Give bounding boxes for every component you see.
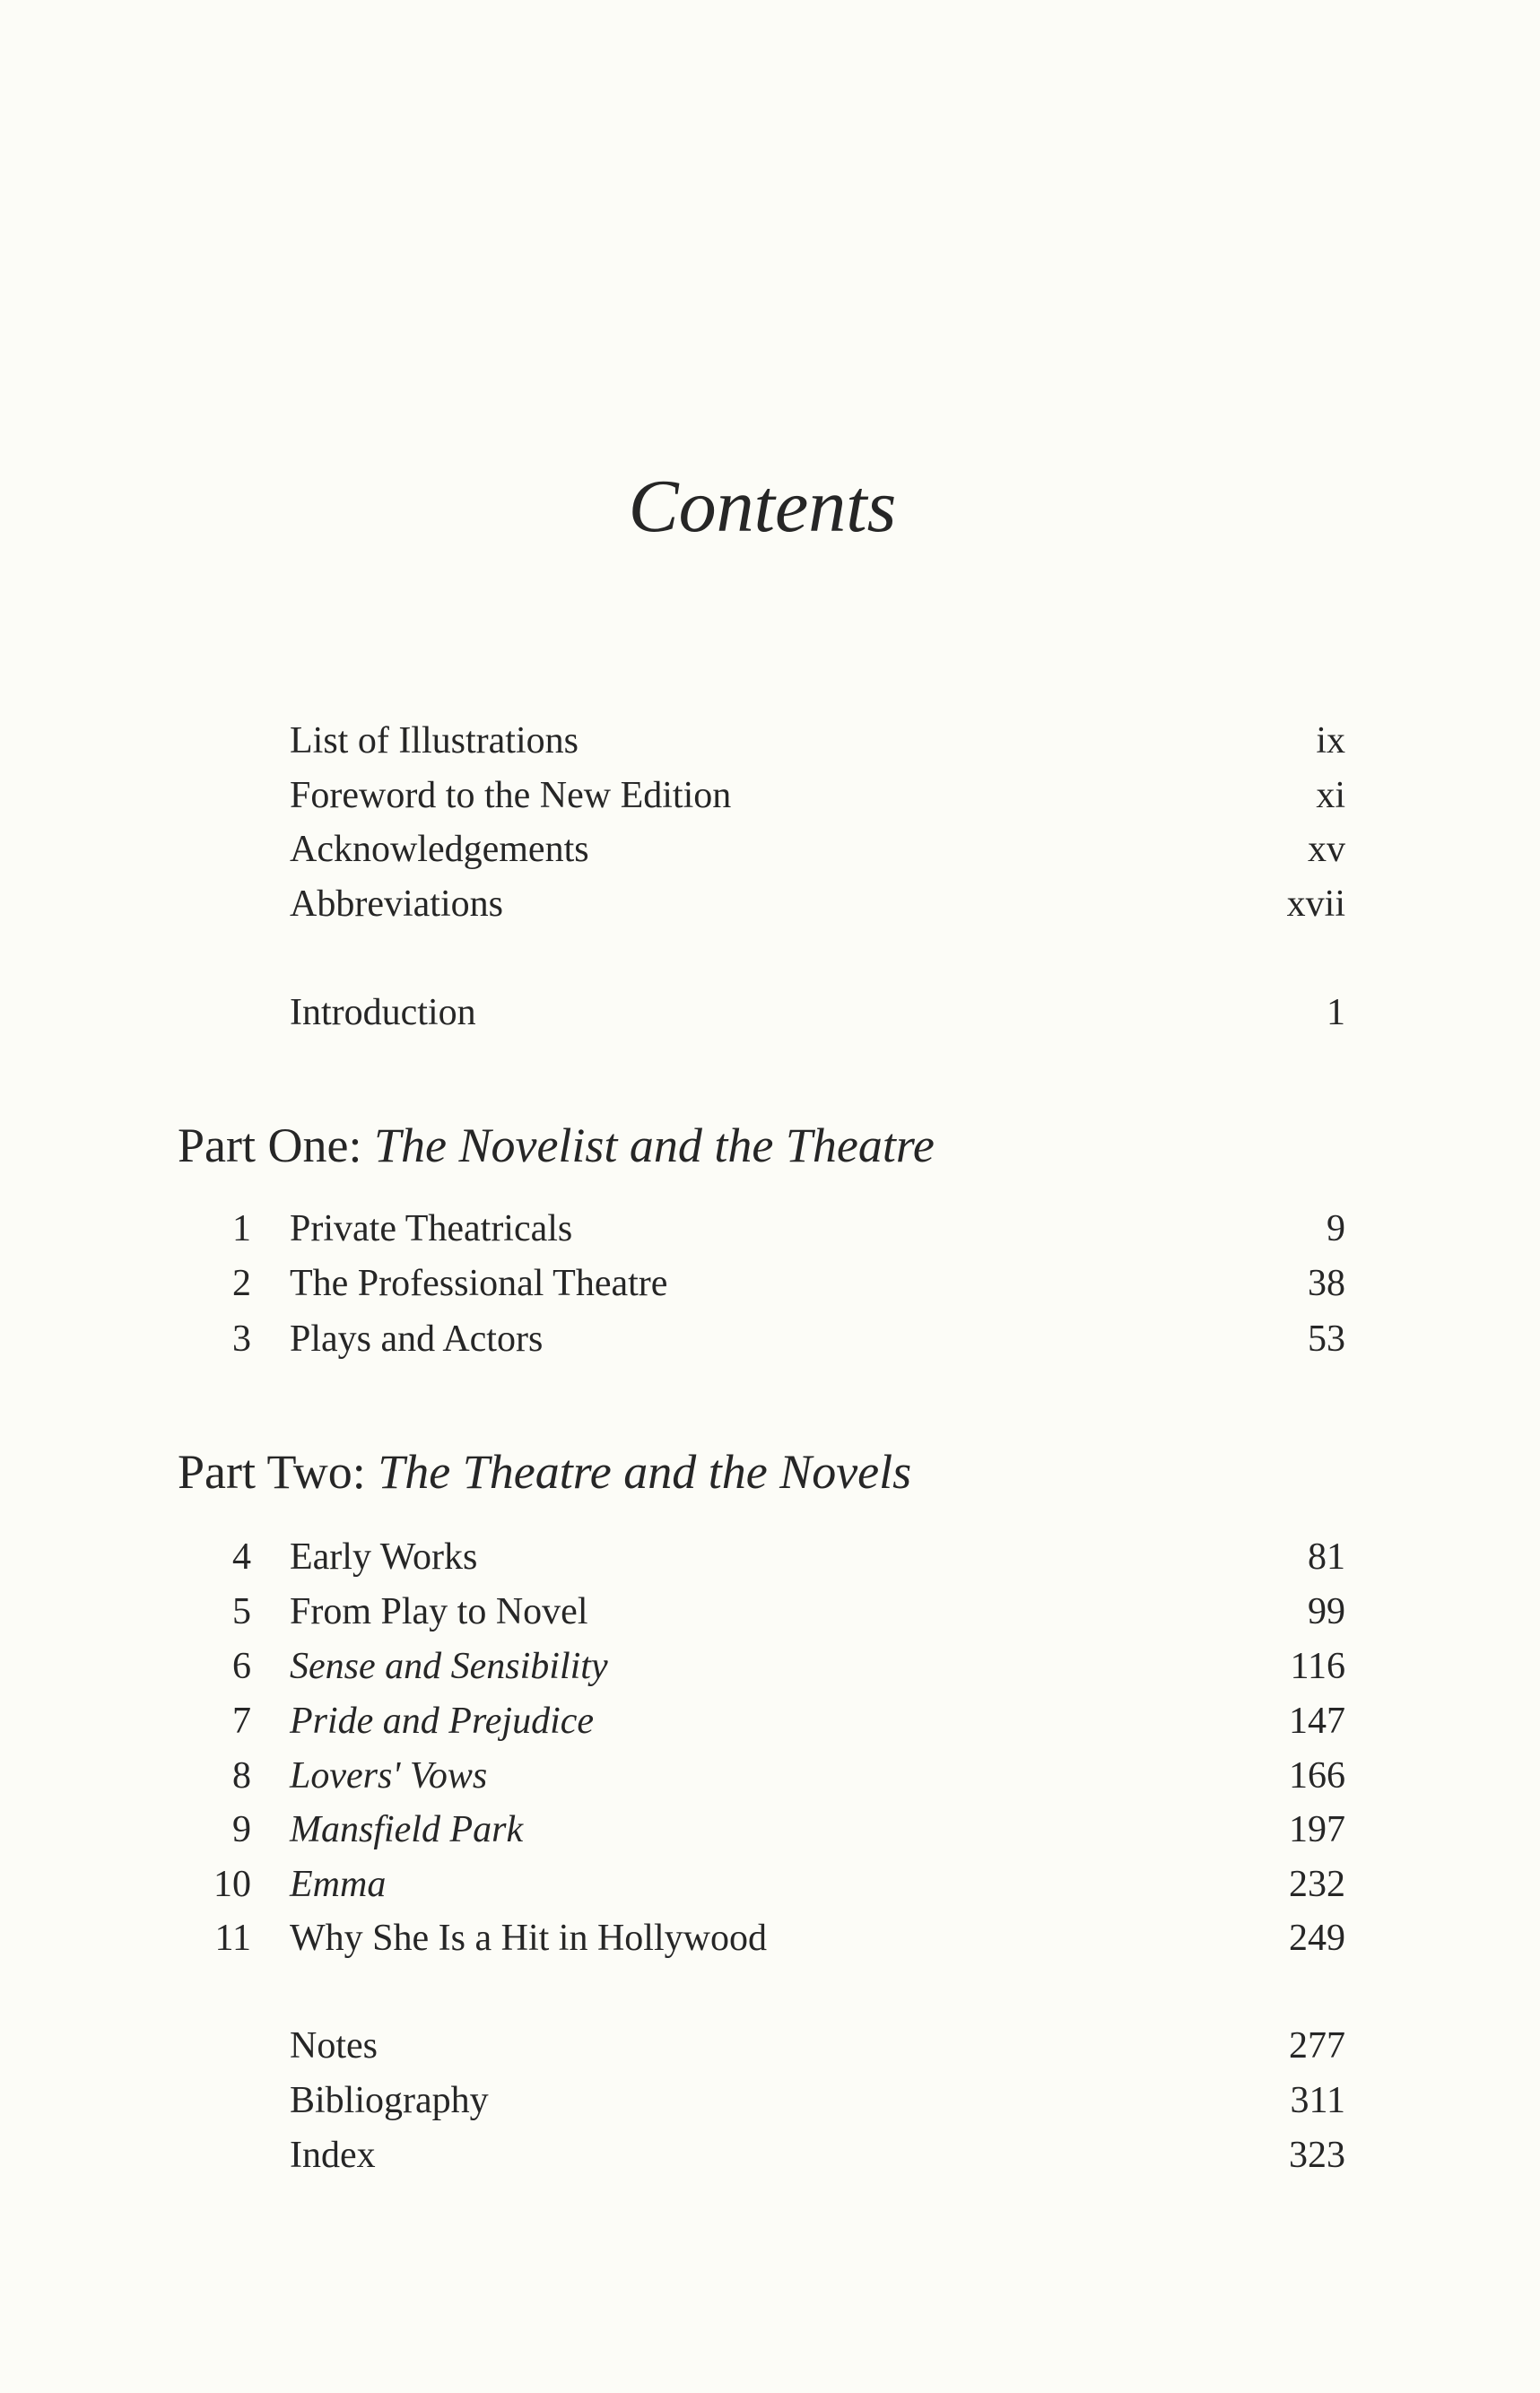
entry-page: 232	[1289, 1864, 1345, 1905]
entry-page: xv	[1308, 829, 1345, 870]
entry-page: xi	[1316, 775, 1345, 816]
entry-page: 116	[1290, 1646, 1345, 1687]
toc-entry-introduction[interactable]	[0, 986, 1540, 1040]
toc-chapter[interactable]	[0, 1911, 1540, 1965]
chapter-number: 11	[214, 1918, 251, 1959]
part-prefix: Part One:	[178, 1118, 362, 1172]
entry-page: xvii	[1286, 883, 1345, 925]
entry-label: Mansfield Park	[290, 1809, 524, 1850]
entry-label: List of Illustrations	[290, 720, 579, 761]
part-title: The Novelist and the Theatre	[373, 1118, 935, 1172]
toc-chapter[interactable]	[0, 1585, 1540, 1639]
entry-page: 197	[1289, 1809, 1345, 1850]
entry-page: ix	[1316, 720, 1345, 761]
toc-entry[interactable]	[0, 2074, 1540, 2128]
entry-page: 277	[1289, 2025, 1345, 2067]
entry-page: 249	[1289, 1918, 1345, 1959]
chapter-number: 8	[232, 1755, 251, 1797]
entry-label: Acknowledgements	[290, 829, 589, 870]
entry-label: From Play to Novel	[290, 1591, 588, 1632]
chapter-number: 4	[232, 1536, 251, 1578]
toc-chapter[interactable]	[0, 1749, 1540, 1803]
entry-label: Emma	[290, 1864, 387, 1905]
entry-page: 311	[1290, 2080, 1345, 2121]
entry-page: 1	[1327, 992, 1345, 1033]
toc-entry[interactable]	[0, 822, 1540, 876]
entry-label: Foreword to the New Edition	[290, 775, 732, 816]
part-heading	[178, 1114, 935, 1177]
entry-label: Private Theatricals	[290, 1208, 573, 1249]
entry-page: 166	[1289, 1755, 1345, 1797]
toc-chapter[interactable]	[0, 1640, 1540, 1693]
chapter-number: 2	[232, 1263, 251, 1304]
chapter-number: 3	[232, 1318, 251, 1360]
entry-page: 99	[1308, 1591, 1345, 1632]
part-heading	[178, 1440, 911, 1503]
entry-label: Abbreviations	[290, 883, 503, 925]
toc-chapter[interactable]	[0, 1858, 1540, 1911]
entry-page: 9	[1327, 1208, 1345, 1249]
toc-entry[interactable]	[0, 714, 1540, 768]
chapter-number: 9	[232, 1809, 251, 1850]
toc-entry[interactable]	[0, 877, 1540, 931]
toc-entry[interactable]	[0, 2128, 1540, 2182]
chapter-number: 7	[232, 1701, 251, 1742]
entry-label: Early Works	[290, 1536, 478, 1578]
part-prefix: Part Two:	[178, 1445, 366, 1499]
entry-label: Sense and Sensibility	[290, 1646, 608, 1687]
toc-chapter[interactable]	[0, 1803, 1540, 1857]
chapter-number: 5	[232, 1591, 251, 1632]
chapter-number: 1	[232, 1208, 251, 1249]
entry-page: 38	[1308, 1263, 1345, 1304]
toc-entry[interactable]	[0, 769, 1540, 822]
entry-page: 81	[1308, 1536, 1345, 1578]
chapter-number: 10	[213, 1864, 251, 1905]
entry-label: The Professional Theatre	[290, 1263, 668, 1304]
toc-entry[interactable]	[0, 2019, 1540, 2073]
toc-chapter[interactable]	[0, 1202, 1540, 1256]
entry-label: Plays and Actors	[290, 1318, 544, 1360]
entry-label: Introduction	[290, 992, 476, 1033]
chapter-number: 6	[232, 1646, 251, 1687]
toc-chapter[interactable]	[0, 1312, 1540, 1366]
page-title: Contents	[628, 465, 897, 548]
part-title: The Theatre and the Novels	[378, 1445, 912, 1499]
toc-chapter[interactable]	[0, 1257, 1540, 1310]
entry-label: Index	[290, 2135, 376, 2176]
entry-label: Pride and Prejudice	[290, 1701, 595, 1742]
toc-chapter[interactable]	[0, 1530, 1540, 1584]
entry-page: 323	[1289, 2135, 1345, 2176]
entry-label: Notes	[290, 2025, 378, 2067]
entry-page: 53	[1308, 1318, 1345, 1360]
entry-page: 147	[1289, 1701, 1345, 1742]
toc-chapter[interactable]	[0, 1694, 1540, 1748]
entry-label: Bibliography	[290, 2080, 489, 2121]
entry-label: Why She Is a Hit in Hollywood	[290, 1918, 767, 1959]
entry-label: Lovers' Vows	[290, 1755, 488, 1797]
